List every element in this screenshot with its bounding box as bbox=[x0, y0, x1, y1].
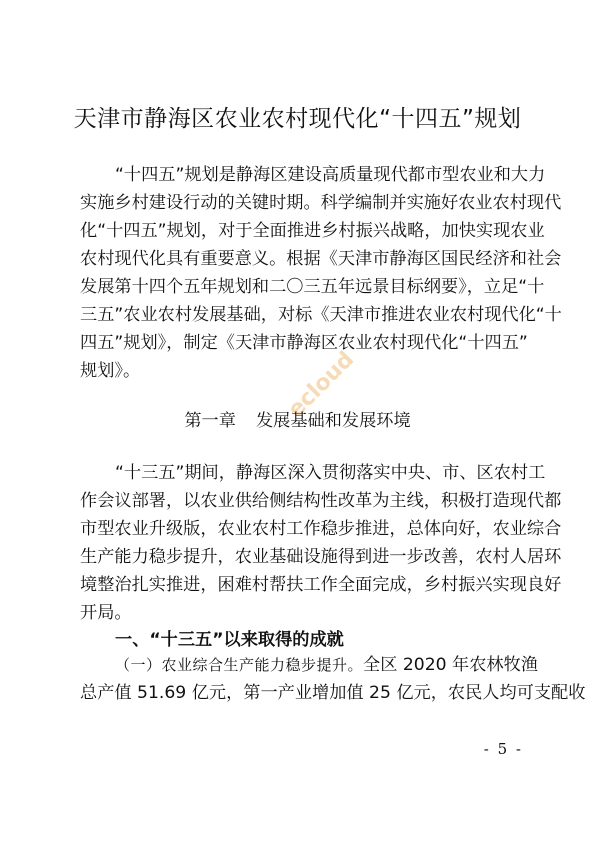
watermark-logo: ecloud bbox=[283, 346, 360, 423]
chapter-title: 发展基础和发展环境 bbox=[255, 411, 411, 431]
paragraph-line: 开局。 bbox=[80, 603, 132, 623]
document-title: 天津市静海区农业农村现代化“十四五”规划 bbox=[73, 106, 522, 132]
paragraph-line: 总产值 51.69 亿元，第一产业增加值 25 亿元，农民人均可支配收 bbox=[80, 683, 586, 703]
paragraph-line: 规划》。 bbox=[80, 361, 141, 381]
paragraph-line: 发展第十四个五年规划和二〇三五年远景目标纲要》，立足“十 bbox=[80, 277, 545, 297]
chapter-heading bbox=[0, 408, 595, 434]
paragraph-line: 化“十四五”规划，对于全面推进乡村振兴战略，加快实现农业 bbox=[80, 221, 545, 241]
subsection-text: 全区 2020 年农林牧渔 bbox=[363, 655, 538, 675]
section-heading: 一、“十三五”以来取得的成就 bbox=[115, 630, 344, 650]
paragraph-line: “十四五”规划是静海区建设高质量现代都市型农业和大力 bbox=[115, 165, 546, 185]
paragraph-line: 作会议部署，以农业供给侧结构性改革为主线，积极打造现代都 bbox=[80, 491, 562, 511]
paragraph-line: 实施乡村建设行动的关键时期。科学编制并实施好农业农村现代 bbox=[80, 193, 562, 213]
paragraph-line: 四五”规划》，制定《天津市静海区农业农村现代化“十四五” bbox=[80, 333, 528, 353]
subsection-line bbox=[115, 652, 538, 678]
paragraph-line: 市型农业升级版，农业农村工作稳步推进，总体向好，农业综合 bbox=[80, 519, 562, 539]
paragraph-line: 三五”农业农村发展基础，对标《天津市推进农业农村现代化“十 bbox=[80, 305, 562, 325]
chapter-number: 第一章 bbox=[184, 411, 236, 431]
subsection-lead: （一）农业综合生产能力稳步提升。 bbox=[115, 656, 364, 674]
paragraph-line: 生产能力稳步提升，农业基础设施得到进一步改善，农村人居环 bbox=[80, 547, 562, 567]
page-number: - 5 - bbox=[483, 740, 523, 758]
paragraph-line: 境整治扎实推进，困难村帮扶工作全面完成，乡村振兴实现良好 bbox=[80, 575, 562, 595]
paragraph-line: “十三五”期间，静海区深入贯彻落实中央、市、区农村工 bbox=[115, 463, 546, 483]
paragraph-line: 农村现代化具有重要意义。根据《天津市静海区国民经济和社会 bbox=[80, 249, 562, 269]
